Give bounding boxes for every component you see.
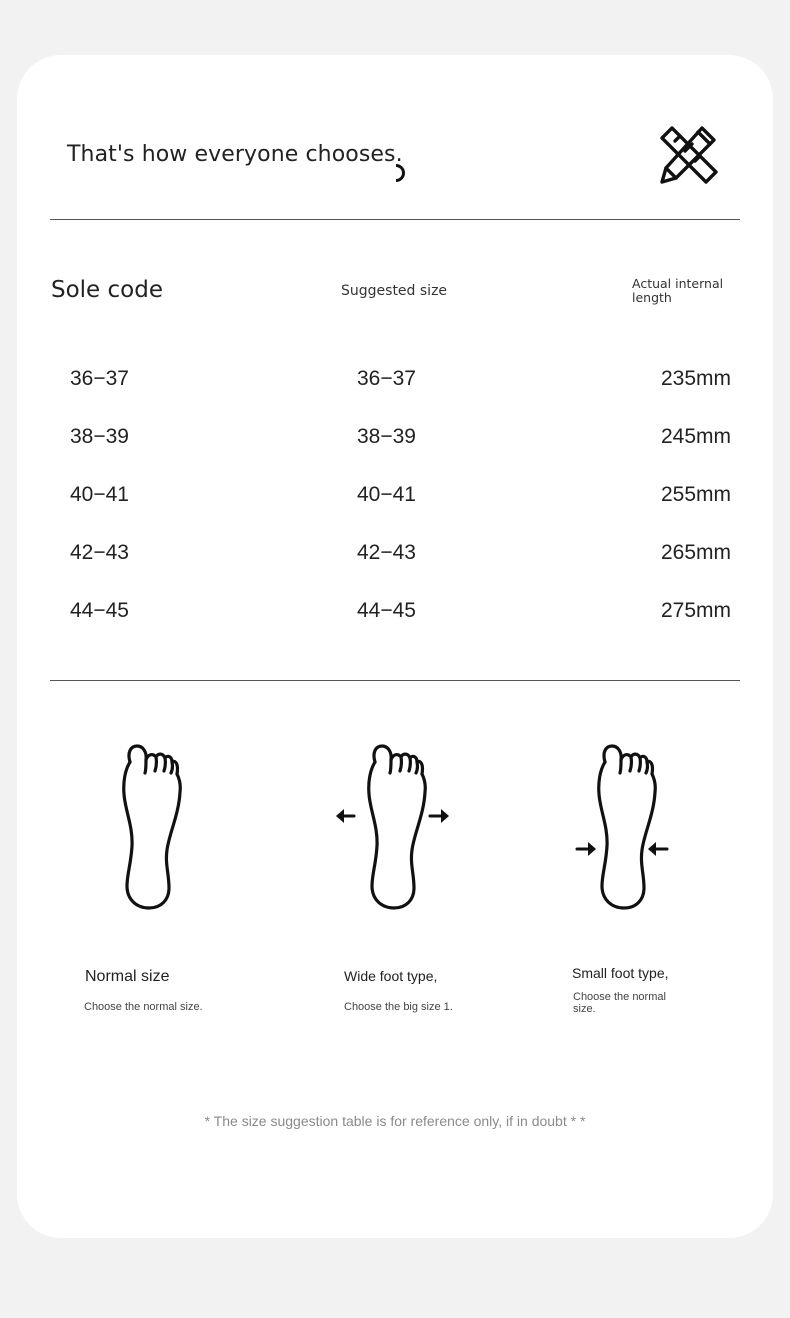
wide-foot-icon (334, 742, 454, 912)
table-cell-internal-length: 245mm (660, 425, 731, 448)
foot-type-advice: Choose the normal size. (573, 991, 666, 1015)
top-divider (50, 219, 740, 220)
foot-type-title: Wide foot type, (344, 968, 438, 984)
footnote: * The size suggestion table is for reference only, if in doubt * * (204, 1113, 586, 1129)
size-guide-card (17, 55, 773, 1238)
foot-type-title: Small foot type, (572, 965, 669, 981)
table-cell-internal-length: 255mm (660, 483, 731, 506)
table-cell-sole-code: 40−41 (70, 483, 129, 506)
table-cell-suggested-size: 36−37 (357, 367, 416, 390)
table-cell-suggested-size: 44−45 (357, 599, 416, 622)
bottom-divider (50, 680, 740, 681)
page-title: That's how everyone chooses. (67, 142, 403, 167)
column-header-internal-length: Actual internal length (632, 276, 724, 305)
column-header-suggested-size: Suggested size (341, 283, 448, 299)
pencil-ruler-icon (658, 124, 720, 186)
table-cell-suggested-size: 42−43 (357, 541, 416, 564)
table-cell-sole-code: 36−37 (70, 367, 129, 390)
table-cell-internal-length: 265mm (660, 541, 731, 564)
table-cell-sole-code: 42−43 (70, 541, 129, 564)
foot-type-title: Normal size (85, 968, 170, 985)
table-cell-sole-code: 44−45 (70, 599, 129, 622)
table-cell-sole-code: 38−39 (70, 425, 129, 448)
table-cell-internal-length: 235mm (660, 367, 731, 390)
table-cell-internal-length: 275mm (660, 599, 731, 622)
foot-type-advice: Choose the normal size. (84, 1001, 203, 1013)
column-header-sole-code: Sole code (51, 277, 163, 303)
table-cell-suggested-size: 38−39 (357, 425, 416, 448)
normal-foot-icon (99, 742, 199, 912)
foot-type-advice: Choose the big size 1. (344, 1001, 453, 1013)
narrow-foot-icon (574, 742, 694, 912)
table-cell-suggested-size: 40−41 (357, 483, 416, 506)
